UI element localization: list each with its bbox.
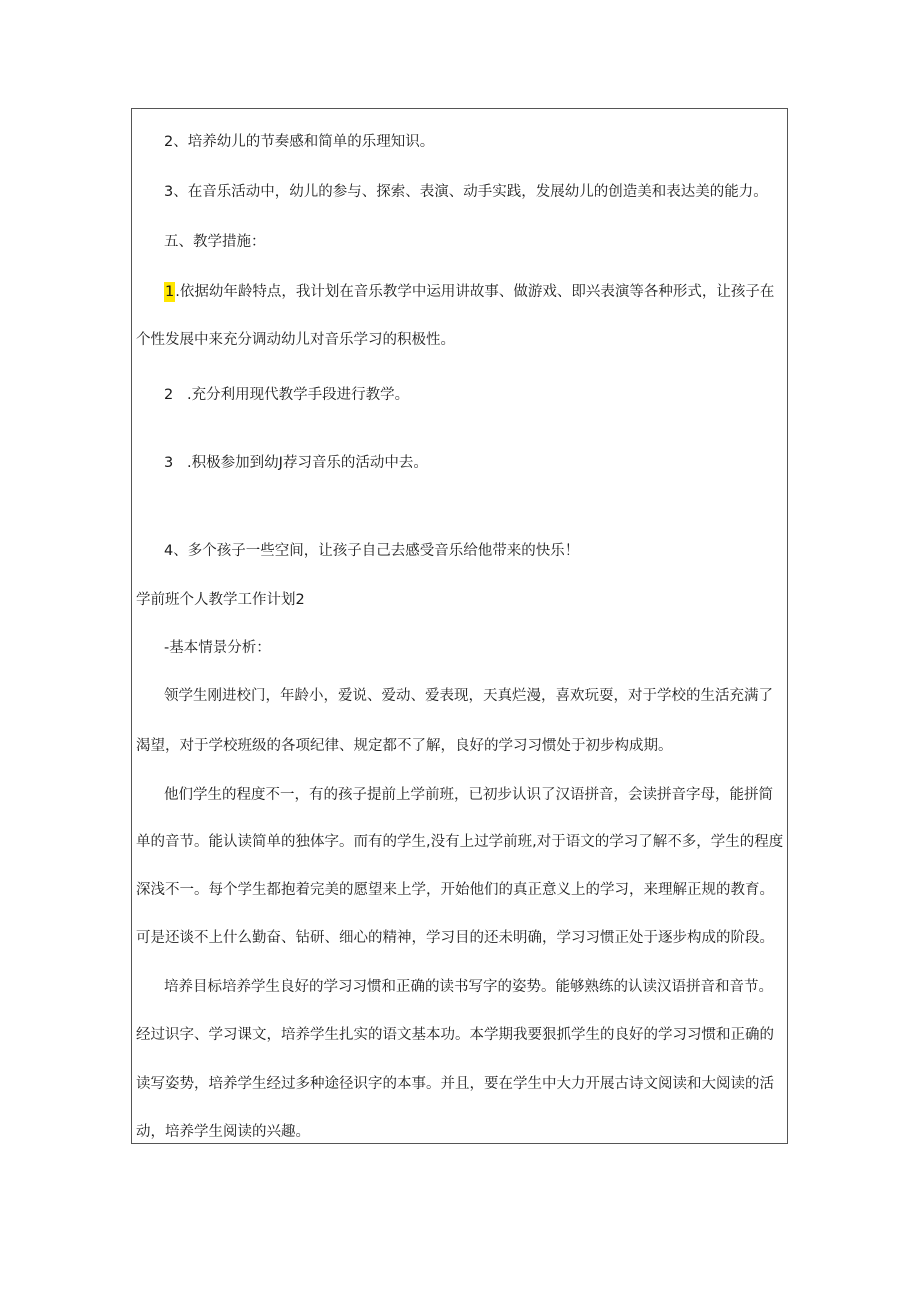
list-item: 3、在音乐活动中，幼儿的参与、探索、表演、动手实践，发展幼儿的创造美和表达美的能力。 — [164, 184, 768, 200]
list-item: 2、培养幼儿的节奏感和简单的乐理知识。 — [164, 134, 435, 150]
list-item: 4、多个孩子一些空间，让孩子自己去感受音乐给他带来的快乐！ — [164, 543, 580, 559]
paragraph-line: 动，培养学生阅读的兴趣。 — [136, 1124, 310, 1140]
paragraph-line: 深浅不一。每个学生都抱着完美的愿望来上学，开始他们的真正意义上的学习，来理解正规的教育。 — [136, 882, 774, 898]
section-heading: -基本情景分析： — [164, 640, 271, 656]
list-item-text: .依据幼年龄特点，我计划在音乐教学中运用讲故事、做游戏、即兴表演等各种形式，让孩子在 — [175, 284, 775, 300]
paragraph-line: 领学生刚进校门，年龄小，爱说、爱动、爱表现，天真烂漫，喜欢玩耍，对于学校的生活充满了 — [164, 688, 773, 704]
paragraph-line: 培养目标培养学生良好的学习习惯和正确的读书写字的姿势。能够熟练的认读汉语拼音和音节。 — [164, 979, 773, 995]
list-item — [164, 282, 784, 302]
section-heading: 五、教学措施： — [164, 234, 266, 250]
paragraph-line: 可是还谈不上什么勤奋、钻研、细心的精神，学习目的还未明确，学习习惯正处于逐步构成的阶段。 — [136, 930, 774, 946]
paragraph-line: 经过识字、学习课文，培养学生扎实的语文基本功。本学期我要狠抓学生的良好的学习习惯和正确的 — [136, 1027, 774, 1043]
paragraph-line: 个性发展中来充分调动幼儿对音乐学习的积极性。 — [136, 332, 455, 348]
list-item: 3 .积极参加到幼J荐习音乐的活动中去。 — [164, 455, 428, 471]
highlight-mark: 1 — [164, 282, 175, 302]
paragraph-line: 渴望，对于学校班级的各项纪律、规定都不了解，良好的学习习惯处于初步构成期。 — [136, 738, 673, 754]
paragraph-line: 他们学生的程度不一，有的孩子提前上学前班，已初步认识了汉语拼音，会读拼音字母，能拼简 — [164, 787, 773, 803]
paragraph-line: 读写姿势，培养学生经过多种途径识字的本事。并且，要在学生中大力开展古诗文阅读和大阅读的活 — [136, 1076, 774, 1092]
document-title: 学前班个人教学工作计划2 — [136, 592, 305, 608]
list-item: 2 .充分利用现代教学手段进行教学。 — [164, 387, 410, 403]
paragraph-line: 单的音节。能认读简单的独体字。而有的学生,没有上过学前班,对于语文的学习了解不多，学生的程度 — [136, 834, 784, 850]
